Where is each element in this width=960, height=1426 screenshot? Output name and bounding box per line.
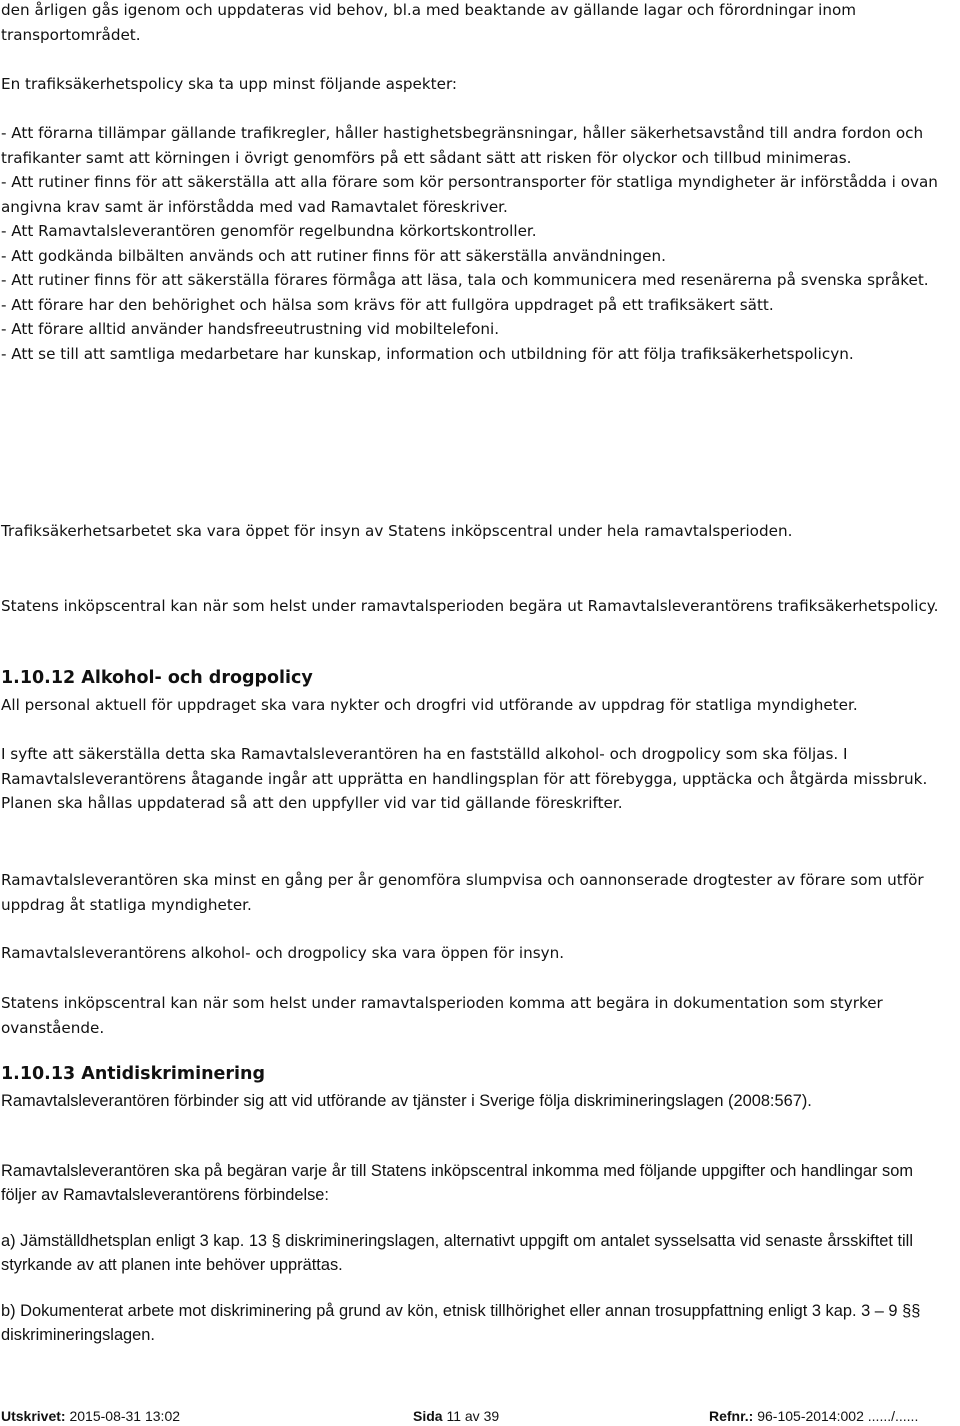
aspects-intro: En trafiksäkerhetspolicy ska ta upp minst följande aspekter: — [1, 75, 458, 93]
list-item: - Att förare har den behörighet och hälsa som krävs för att fullgöra uppdraget på ett trafiksäkert sätt. — [1, 295, 774, 314]
list-item: - Att förarna tillämpar gällande trafikregler, håller hastighetsbegränsningar, håller säkerhetsavstånd till andra fordon och trafikanter samt att körningen i övrigt genomförs på ett sådant sätt att risken för olyckor och tillbud minimeras. — [1, 124, 924, 167]
footer-ref-label: Refnr.: — [709, 1408, 754, 1424]
footer-printed-label: Utskrivet: — [1, 1408, 66, 1424]
list-item: - Att förare alltid använder handsfreeutrustning vid mobiltelefoni. — [1, 320, 500, 338]
section-heading-alcohol-drug-policy: 1.10.12 Alkohol- och drogpolicy — [1, 668, 313, 688]
alcohol-paragraph-4: Ramavtalsleverantörens alkohol- och drogpolicy ska vara öppen för insyn. — [1, 944, 565, 962]
list-item: - Att rutiner finns för att säkerställa att alla förare som kör persontransporter för statliga myndigheter är införstådda i ovan angivna krav samt är införstådda med vad Ramavtalet föreskriver. — [1, 173, 938, 216]
footer-page-label: Sida — [413, 1408, 443, 1424]
intro-continuation: den årligen gås igenom och uppdateras vid behov, bl.a med beaktande av gällande lagar och förordningar inom transportområdet. — [1, 1, 857, 44]
antidiscrimination-item-b: b) Dokumenterat arbete mot diskriminering på grund av kön, etnisk tillhörighet eller annan trosuppfattning enligt 3 kap. 3 – 9 §§ diskrimineringslagen. — [1, 1302, 921, 1344]
list-item: - Att godkända bilbälten används och att rutiner finns för att säkerställa användningen. — [1, 246, 666, 265]
list-item: - Att se till att samtliga medarbetare har kunskap, information och utbildning för att följa trafiksäkerhetspolicyn. — [1, 344, 854, 363]
list-item: - Att rutiner finns för att säkerställa förares förmåga att läsa, tala och kommunicera med resenärerna på svenska språket. — [1, 271, 929, 289]
request-paragraph: Statens inköpscentral kan när som helst under ramavtalsperioden begära ut Ramavtalsleverantörens trafiksäkerhetspolicy. — [1, 597, 939, 615]
aspects-list — [1, 121, 946, 366]
antidiscrimination-paragraph-2: Ramavtalsleverantören ska på begäran varje år till Statens inköpscentral inkomma med följande uppgifter och handlingar som följer av Ramavtalsleverantörens förbindelse: — [1, 1162, 913, 1204]
transparency-paragraph: Trafiksäkerhetsarbetet ska vara öppet för insyn av Statens inköpscentral under hela ramavtalsperioden. — [1, 522, 793, 540]
alcohol-paragraph-1: All personal aktuell för uppdraget ska vara nykter och drogfri vid utförande av uppdrag för statliga myndigheter. — [1, 696, 858, 714]
alcohol-paragraph-5: Statens inköpscentral kan när som helst under ramavtalsperioden komma att begära in dokumentation som styrker ovanstående. — [1, 994, 883, 1037]
section-heading-antidiscrimination: 1.10.13 Antidiskriminering — [1, 1064, 266, 1084]
footer-printed-value: 2015-08-31 13:02 — [65, 1408, 181, 1424]
footer-ref-value: 96-105-2014:002 ....../...... — [753, 1408, 919, 1424]
footer-printed — [1, 1407, 180, 1425]
alcohol-paragraph-3: Ramavtalsleverantören ska minst en gång per år genomföra slumpvisa och oannonserade drogtester av förare som utför uppdrag åt statliga myndigheter. — [1, 871, 924, 914]
antidiscrimination-paragraph-1: Ramavtalsleverantören förbinder sig att vid utförande av tjänster i Sverige följa diskrimineringslagen (2008:567). — [1, 1092, 812, 1110]
footer-page-value: 11 av 39 — [442, 1408, 500, 1424]
footer-page-number — [413, 1407, 499, 1425]
list-item: - Att Ramavtalsleverantören genomför regelbundna körkortskontroller. — [1, 222, 537, 240]
antidiscrimination-item-a: a) Jämställdhetsplan enligt 3 kap. 13 § diskrimineringslagen, alternativt uppgift om antalet sysselsatta vid senaste årsskiftet till styrkande av att planen inte behöver upprättas. — [1, 1232, 913, 1274]
footer-reference — [709, 1407, 918, 1425]
alcohol-paragraph-2: I syfte att säkerställa detta ska Ramavtalsleverantören ha en fastställd alkohol- och drogpolicy som ska följas. I Ramavtalsleverantörens åtagande ingår att upprätta en handlingsplan för att förebygga, upptäcka och åtgärda missbruk. Planen ska hållas uppdaterad så att den uppfyller vid var tid gällande föreskrifter. — [1, 745, 928, 812]
